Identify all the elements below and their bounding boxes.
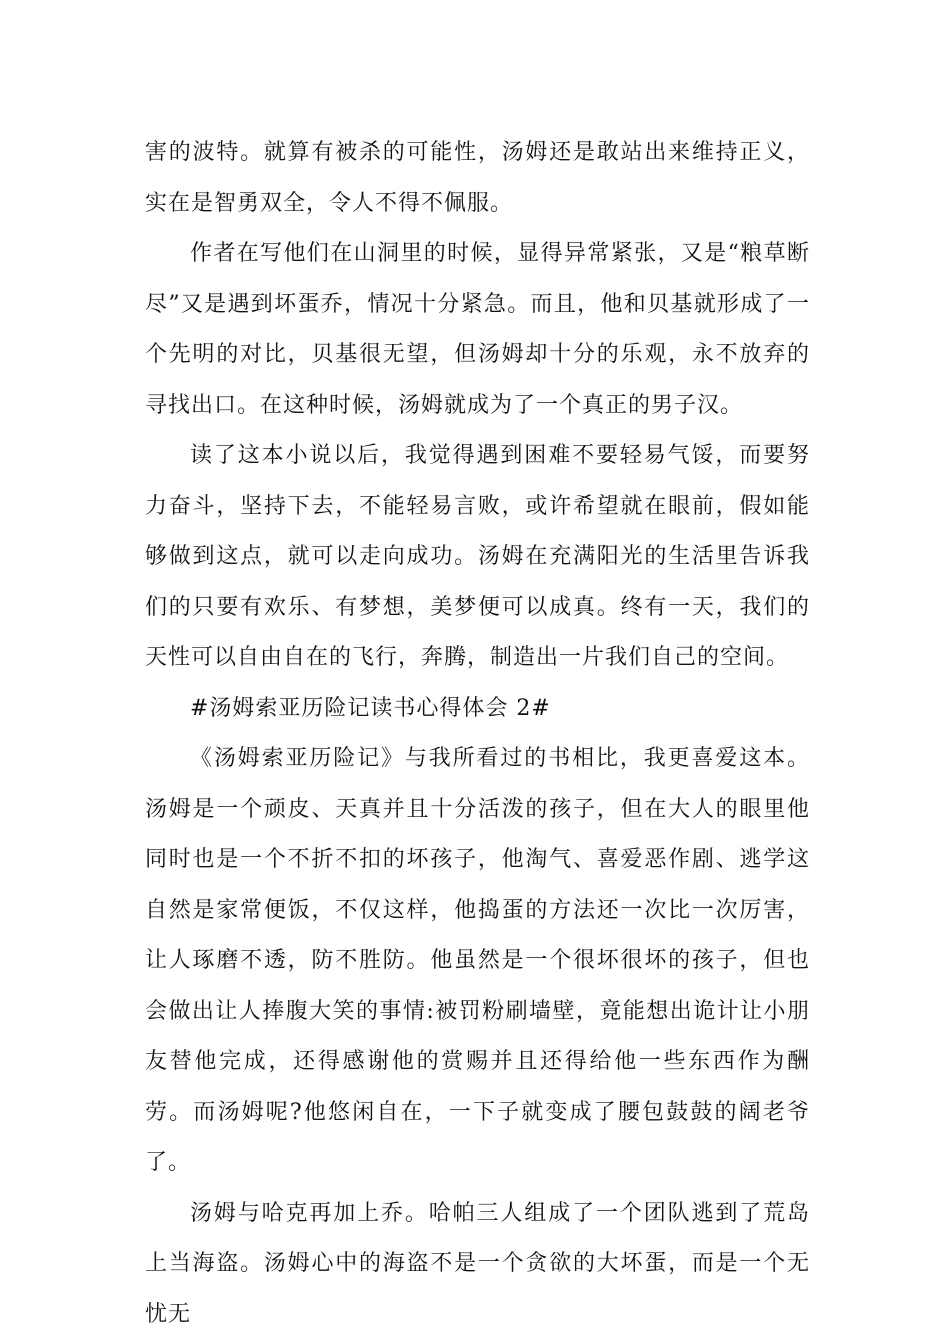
- paragraph-1: 害的波特。就算有被杀的可能性，汤姆还是敢站出来维持正义，实在是智勇双全，令人不得不佩服。: [145, 140, 810, 216]
- paragraph-5: 汤姆与哈克再加上乔。哈帕三人组成了一个团队逃到了荒岛上当海盗。汤姆心中的海盗不是一个贪欲的大坏蛋，而是一个无忧无: [145, 1200, 810, 1327]
- paragraph-4: 《汤姆索亚历险记》与我所看过的书相比，我更喜爱这本。汤姆是一个顽皮、天真并且十分活泼的孩子，但在大人的眼里他同时也是一个不折不扣的坏孩子，他淘气、喜爱恶作剧、逃学这自然是家常便饭，不仅这样，他捣蛋的方法还一次比一次厉害，让人琢磨不透，防不胜防。他虽然是一个很坏很坏的孩子，但也会做出让人捧腹大笑的事情:被罚粉刷墙壁，竟能想出诡计让小朋友替他完成，还得感谢他的赏赐并且还得给他一些东西作为酬劳。而汤姆呢?他悠闲自在，一下子就变成了腰包鼓鼓的阔老爷了。: [145, 746, 810, 1175]
- paragraph-2: 作者在写他们在山洞里的时候，显得异常紧张，又是“粮草断尽”又是遇到坏蛋乔，情况十分紧急。而且，他和贝基就形成了一个先明的对比，贝基很无望，但汤姆却十分的乐观，永不放弃的寻找出口。在这种时候，汤姆就成为了一个真正的男子汉。: [145, 241, 810, 418]
- document-body: [145, 128, 810, 1340]
- paragraph-3: 读了这本小说以后，我觉得遇到困难不要轻易气馁，而要努力奋斗，坚持下去，不能轻易言败，或许希望就在眼前，假如能够做到这点，就可以走向成功。汤姆在充满阳光的生活里告诉我们的只要有欢乐、有梦想，美梦便可以成真。终有一天，我们的天性可以自由自在的飞行，奔腾，制造出一片我们自己的空间。: [145, 443, 810, 670]
- section-heading: #汤姆索亚历险记读书心得体会 2#: [190, 695, 551, 721]
